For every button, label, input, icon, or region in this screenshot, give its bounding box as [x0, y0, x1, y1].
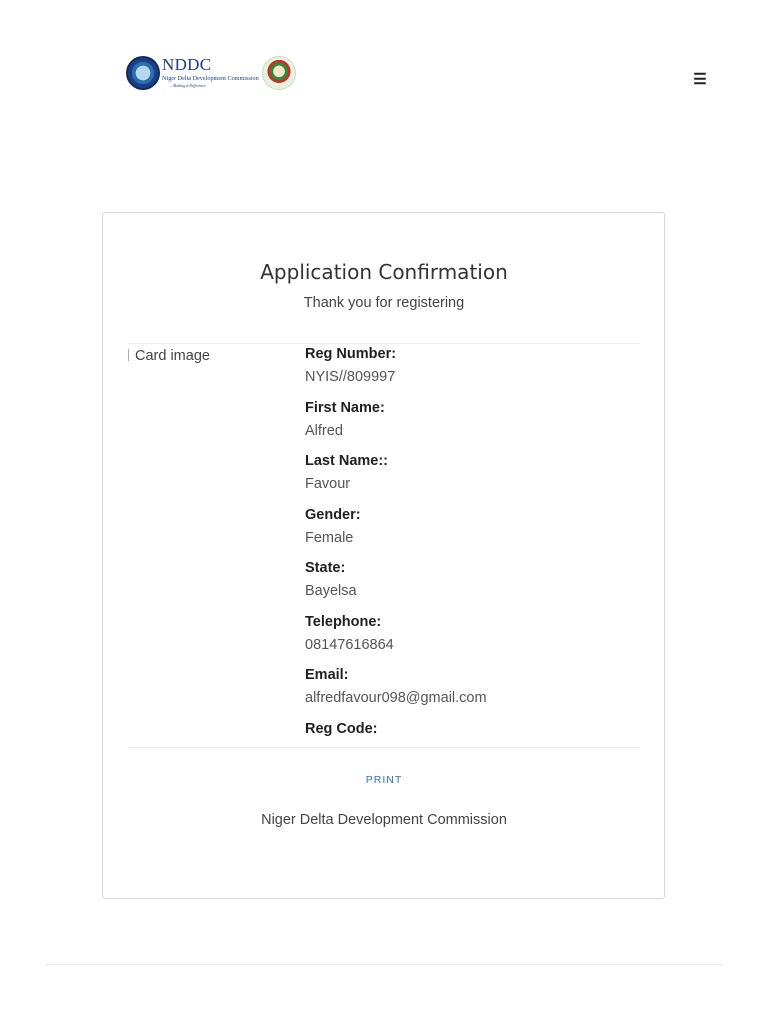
field-telephone: [305, 612, 635, 666]
field-value: alfredfavour098@gmail.com: [305, 690, 487, 706]
field-label: State:: [305, 560, 346, 576]
footer-divider: [46, 964, 723, 965]
card-image: [128, 345, 288, 367]
field-value: Alfred: [305, 422, 343, 439]
field-label: First Name:: [305, 399, 385, 416]
print-button[interactable]: PRINT: [365, 774, 403, 786]
field-label: Last Name::: [305, 453, 388, 469]
field-email: [305, 665, 635, 719]
field-last-name: [305, 451, 635, 505]
field-value: Bayelsa: [305, 583, 357, 599]
registration-details: [305, 344, 635, 772]
divider-bottom: [128, 747, 640, 748]
field-label: Reg Code:: [305, 720, 378, 737]
field-value: [305, 740, 635, 764]
field-value: Favour: [305, 476, 351, 492]
field-gender: [305, 505, 635, 559]
card-title: Application Confirmation: [260, 260, 508, 284]
card-image-alt: Card image: [135, 348, 210, 364]
field-value: Female: [305, 529, 354, 546]
field-value: NYIS//809997: [305, 369, 396, 385]
field-label: Reg Number:: [305, 346, 397, 362]
logo-tagline: ...Making a Difference: [170, 83, 206, 88]
logo-title: NDDC: [162, 55, 212, 74]
field-state: [305, 558, 635, 612]
field-value: 08147616864: [305, 636, 394, 653]
field-label: Telephone:: [305, 613, 382, 630]
field-reg-number: [305, 344, 635, 398]
nddc-logo[interactable]: [126, 55, 296, 95]
broken-image-icon: [128, 349, 135, 361]
organization-name: Niger Delta Development Commission: [261, 812, 507, 828]
field-reg-code: [305, 719, 635, 773]
field-label: Email:: [305, 667, 349, 683]
field-label: Gender:: [305, 506, 361, 523]
card-subtitle: Thank you for registering: [303, 295, 465, 311]
logo-subtitle: Niger Delta Development Commission: [162, 75, 259, 82]
navbar: [0, 0, 768, 150]
hamburger-menu-icon[interactable]: ☰: [693, 71, 707, 88]
nddc-emblem-icon: [126, 56, 160, 90]
field-first-name: [305, 398, 635, 452]
coat-of-arms-icon: [262, 56, 296, 90]
